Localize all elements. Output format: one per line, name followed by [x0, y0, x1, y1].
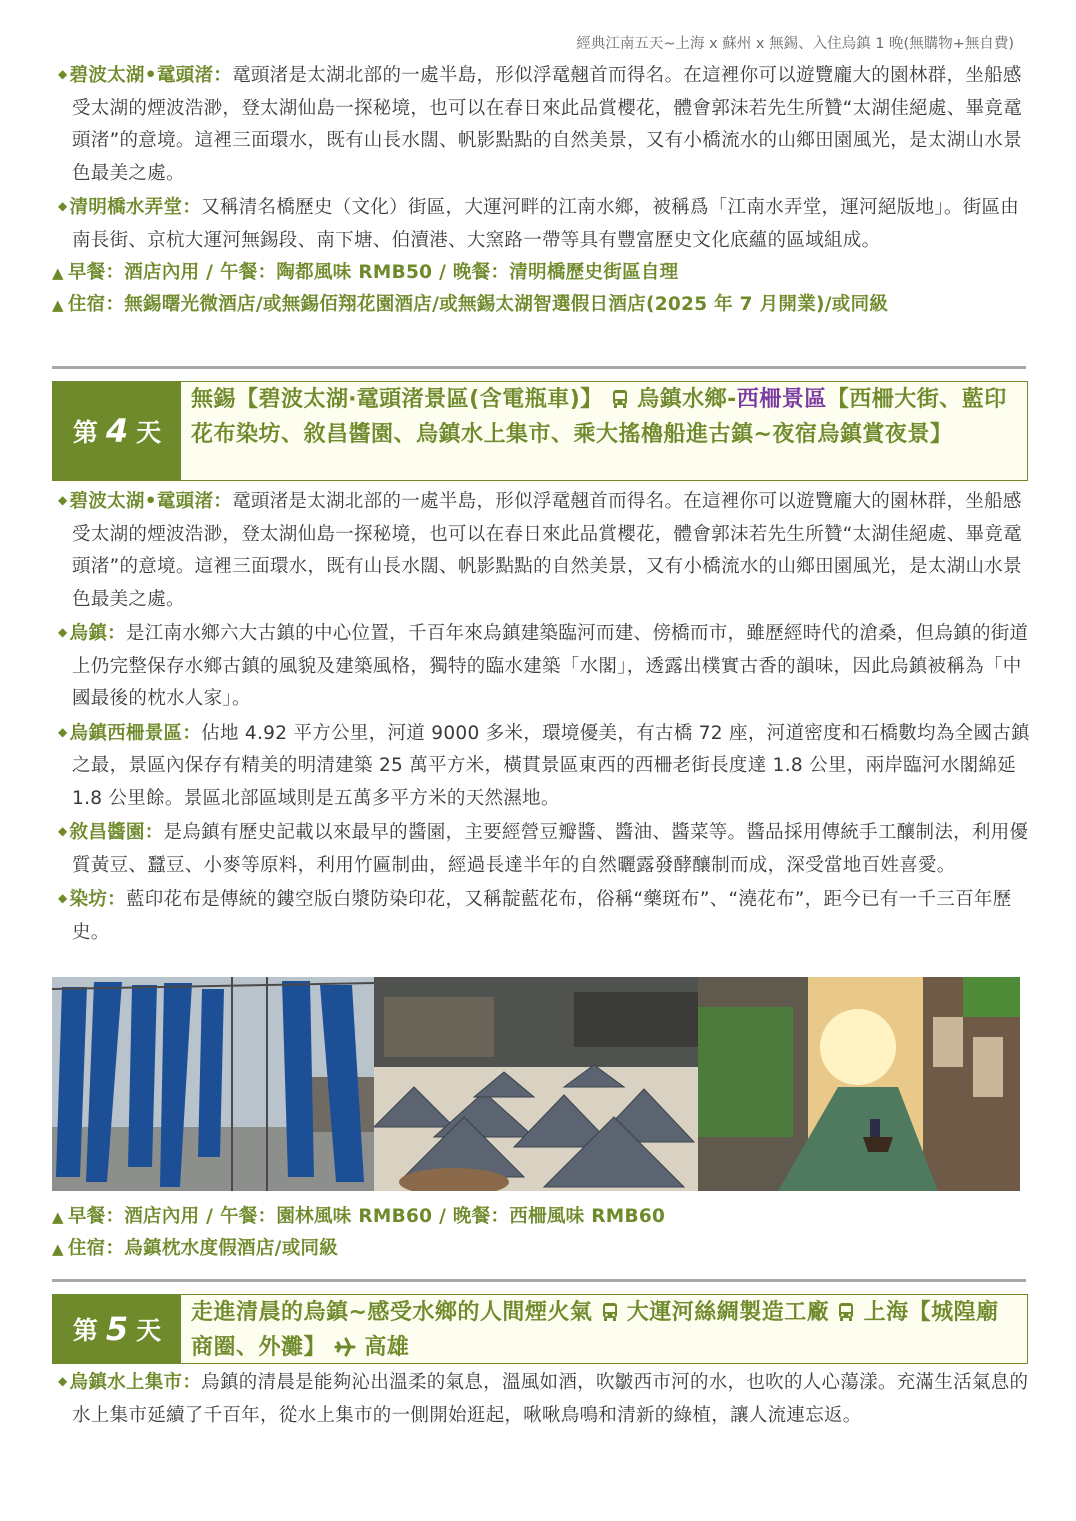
- diamond-bullet-icon: ◆: [58, 724, 68, 739]
- attraction-item: [52, 716, 1030, 816]
- attraction-term: 碧波太湖•鼋頭渚：: [69, 491, 233, 512]
- attraction-text: 佔地 4.92 平方公里，河道 9000 多米，環境優美，有古橋 72 座，河道密度和石橋數均為全國古鎮之最，景區內保存有精美的明清建築 25 萬平方米，橫貫景區東西的西柵老街長度達 1.8 公里，兩岸臨河水閣綿延 1.8 公里餘。景區北部區域則是五萬多平方米的天然濕地。: [72, 722, 1030, 809]
- diamond-bullet-icon: ◆: [58, 625, 68, 639]
- header-subtitle: 經典江南五天~上海 x 蘇州 x 無錫、入住烏鎮 1 晚(無購物+無自費): [576, 36, 1014, 52]
- attraction-text: 鼋頭渚是太湖北部的一處半島，形似浮鼋翹首而得名。在這裡你可以遊覽龐大的園林群，坐船感受太湖的煙波浩渺，登太湖仙島一探秘境，也可以在春日來此品賞櫻花，體會郭沫若先生所贊“太湖佳絕處、畢竟鼋頭渚”的意境。這裡三面環水，既有山長水闊、帆影點點的自然美景，又有小橋流水的山鄉田園風光，是太湖山水景色最美之處。: [72, 491, 1022, 610]
- hotel-line: [52, 1233, 1030, 1265]
- attraction-term: 清明橋水弄堂：: [69, 197, 202, 218]
- attraction-item: [52, 484, 1030, 616]
- triangle-bullet-icon: ▲: [52, 264, 64, 282]
- section-divider: [52, 366, 1026, 369]
- day-number: 5: [105, 1310, 129, 1348]
- diamond-bullet-icon: ◆: [58, 493, 68, 507]
- attraction-term: 染坊：: [69, 889, 126, 910]
- attraction-text: 又稱清名橋歷史（文化）街區，大運河畔的江南水鄉，被稱爲「江南水弄堂，運河絕版地」。街區由南長街、京杭大運河無錫段、南下塘、伯瀆港、大窯路一帶等具有豐富歷史文化底蘊的區域組成。: [72, 197, 1020, 251]
- airplane-icon: [334, 1335, 356, 1367]
- day-label-prefix: 第: [72, 1316, 98, 1345]
- section-divider: [52, 1279, 1026, 1282]
- title-segment: 烏鎮水鄉-: [637, 387, 737, 412]
- attraction-item: [52, 58, 1030, 190]
- title-highlight: 西柵景區: [736, 387, 827, 412]
- day5-title: [181, 1295, 1027, 1363]
- day4-label: [53, 382, 181, 480]
- indigo-dye-cloth-photo: [52, 977, 374, 1191]
- attraction-term: 烏鎮：: [69, 623, 126, 644]
- attraction-text: 鼋頭渚是太湖北部的一處半島，形似浮鼋翹首而得名。在這裡你可以遊覽龐大的園林群，坐船感受太湖的煙波浩渺，登太湖仙島一探秘境，也可以在春日來此品賞櫻花，體會郭沫若先生所贊“太湖佳絕處、畢竟鼋頭渚”的意境。這裡三面環水，既有山長水闊、帆影點點的自然美景，又有小橋流水的山鄉田園風光，是太湖山水景色最美之處。: [72, 65, 1022, 184]
- attraction-text: 是烏鎮有歷史記載以來最早的醬園，主要經營豆瓣醬、醬油、醬菜等。醬品採用傳統手工釀制法，利用優質黃豆、蠶豆、小麥等原料，利用竹匾制曲，經過長達半年的自然曬露發酵釀制而成，深受當地百姓喜愛。: [72, 822, 1029, 876]
- attraction-term: 敘昌醬園：: [69, 822, 164, 843]
- hotel-text: 住宿：烏鎮枕水度假酒店/或同級: [67, 1238, 339, 1259]
- day5-label: [53, 1295, 181, 1363]
- meals-line: [52, 257, 1030, 289]
- bus-icon: [837, 1300, 855, 1332]
- attraction-item: [52, 815, 1030, 882]
- day4-body: [52, 484, 1030, 949]
- diamond-bullet-icon: ◆: [58, 199, 68, 213]
- diamond-bullet-icon: ◆: [58, 67, 68, 81]
- attraction-item: [52, 1365, 1030, 1432]
- water-town-canal-photo: [698, 977, 1020, 1191]
- diamond-bullet-icon: ◆: [58, 1374, 68, 1388]
- day-label-prefix: 第: [72, 418, 98, 447]
- title-segment: 走進清晨的烏鎮~感受水鄉的人間煙火氣: [191, 1300, 593, 1325]
- bus-icon: [601, 1300, 619, 1332]
- day5-body: [52, 1365, 1030, 1432]
- meals-text: 早餐：酒店內用 / 午餐：園林風味 RMB60 / 晚餐：西柵風味 RMB60: [67, 1206, 666, 1227]
- day4-title: [181, 382, 1027, 480]
- triangle-bullet-icon: ▲: [52, 1240, 64, 1258]
- title-segment: 【西柵大街、藍印花布染坊、敘昌醬園、烏鎮水上集市、乘大搖櫓船進古鎮~夜宿烏鎮賞夜景】: [191, 387, 1007, 447]
- diamond-bullet-icon: ◆: [58, 891, 68, 905]
- hotel-line: [52, 289, 1030, 321]
- triangle-bullet-icon: ▲: [52, 296, 64, 314]
- title-segment: 大運河絲綢製造工廠: [626, 1300, 830, 1325]
- day5-header: [52, 1294, 1028, 1364]
- attraction-text: 藍印花布是傳統的鏤空版白漿防染印花，又稱靛藍花布，俗稱“藥斑布”、“澆花布”，距今已有一千三百年歷史。: [72, 889, 1012, 943]
- meals-text: 早餐：酒店內用 / 午餐：陶都風味 RMB50 / 晚餐：清明橋歷史街區自理: [67, 262, 679, 283]
- day4-footer: [52, 1201, 1030, 1265]
- attraction-term: 碧波太湖•鼋頭渚：: [69, 65, 233, 86]
- day3-continuation: [52, 58, 1030, 321]
- title-segment: 上海【城隍廟商圈、外灘】: [191, 1300, 999, 1360]
- attraction-text: 烏鎮的清晨是能夠沁出溫柔的氣息，溫風如酒，吹皺西市河的水，也吹的人心蕩漾。充滿生活氣息的水上集市延續了千百年，從水上集市的一側開始逛起，啾啾鳥鳴和清新的綠植，讓人流連忘返。: [72, 1372, 1029, 1426]
- soy-sauce-vats-photo: [374, 977, 698, 1191]
- attraction-item: [52, 190, 1030, 257]
- attraction-term: 烏鎮水上集市：: [69, 1372, 202, 1393]
- day4-header: [52, 381, 1028, 481]
- day-label-suffix: 天: [136, 418, 162, 447]
- day-label-suffix: 天: [136, 1316, 162, 1345]
- attraction-text: 是江南水鄉六大古鎮的中心位置，千百年來烏鎮建築臨河而建、傍橋而市，雖歷經時代的滄桑，但烏鎮的街道上仍完整保存水鄉古鎮的風貌及建築風格，獨特的臨水建築「水閣」，透露出樸實古香的韻味，因此烏鎮被稱為「中國最後的枕水人家」。: [72, 623, 1029, 709]
- title-segment: 無錫【碧波太湖‧鼋頭渚景區(含電瓶車)】: [191, 387, 603, 412]
- attraction-item: [52, 616, 1030, 716]
- triangle-bullet-icon: ▲: [52, 1208, 64, 1226]
- hotel-text: 住宿：無錫曙光微酒店/或無錫佰翔花園酒店/或無錫太湖智選假日酒店(2025 年 7 月開業)/或同級: [67, 294, 889, 315]
- day-number: 4: [105, 412, 129, 450]
- meals-line: [52, 1201, 1030, 1233]
- photo-strip: [52, 977, 1020, 1191]
- attraction-term: 烏鎮西柵景區：: [69, 722, 202, 744]
- bus-icon: [611, 387, 629, 419]
- title-segment: 高雄: [364, 1335, 410, 1360]
- diamond-bullet-icon: ◆: [58, 824, 68, 838]
- attraction-item: [52, 882, 1030, 949]
